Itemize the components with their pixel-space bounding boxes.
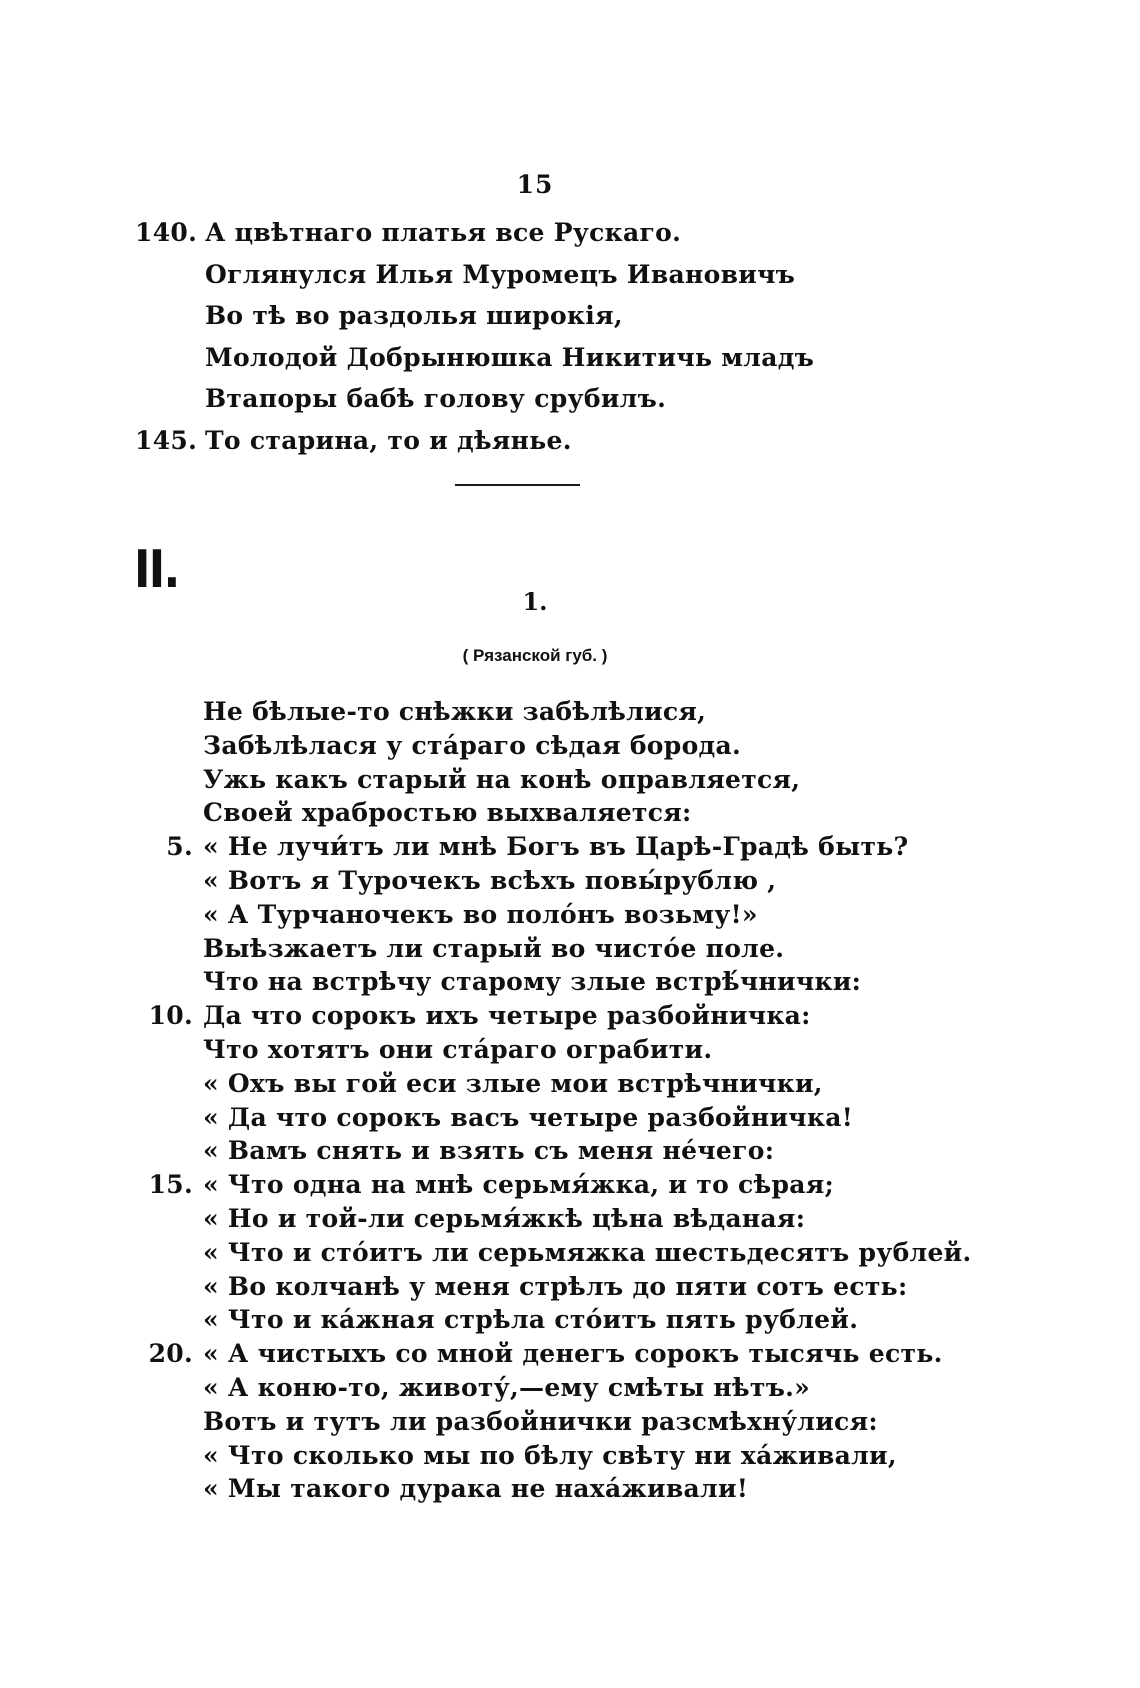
line-text: « А чистыхъ со мной денегъ сорокъ тысячь есть. (203, 1339, 943, 1369)
line-text: Не бѣлые-то снѣжки забѣлѣлися, (203, 697, 707, 726)
line-text: Втапоры бабѣ голову срубилъ. (205, 384, 667, 413)
page-number: 15 (516, 170, 554, 199)
line-text: « Что одна на мнѣ серьмя́жка, и то сѣрая; (203, 1170, 835, 1200)
line-text: « Да что сорокъ васъ четыре разбойничка! (203, 1102, 854, 1132)
line-text: Забѣлѣлася у стáраго сѣдая борода. (203, 730, 742, 760)
line-text: Что на встрѣчу старому злые встрѣ́чнички: (203, 967, 862, 997)
section-numeral: II. (134, 540, 179, 600)
poem-number: 1. (522, 587, 548, 616)
line-number: 10. (148, 1001, 193, 1031)
line-text: То старина, то и дѣянье. (205, 425, 572, 455)
line-text: « А коню-то, животу́,—ему смѣты нѣтъ.» (203, 1373, 811, 1402)
line-text: « Что и кáжная стрѣла стóитъ пять рублей. (203, 1305, 859, 1335)
line-text: Молодой Добрынюшка Никитичь младъ (205, 342, 815, 372)
line-text: Да что сорокъ ихъ четыре разбойничка: (203, 1001, 811, 1031)
line-number: 145. (135, 425, 198, 455)
line-text: А цвѣтнаго платья все Рускаго. (205, 218, 682, 247)
line-text: « Что и стóитъ ли серьмяжка шестьдесятъ рублей. (203, 1237, 972, 1267)
line-text: Оглянулся Илья Муромецъ Ивановичъ (205, 259, 796, 289)
section-divider (455, 484, 580, 486)
line-number: 140. (135, 218, 198, 247)
line-text: Ужь какъ старый на конѣ оправляется, (203, 764, 801, 794)
line-text: « Но и той-ли серьмя́жкѣ цѣна вѣданая: (203, 1204, 806, 1233)
line-text: « Вотъ я Турочекъ всѣхъ повы́рублю , (203, 866, 777, 895)
line-text: Выѣзжаетъ ли старый во чистóе поле. (203, 933, 785, 963)
line-text: « Мы такого дурака не нахáживали! (203, 1474, 749, 1504)
line-number: 5. (166, 832, 193, 862)
line-text: « Вамъ снять и взять съ меня нéчего: (203, 1136, 775, 1166)
line-text: « Охъ вы гой еси злые мои встрѣчнички, (203, 1068, 823, 1098)
line-text: Своей храбростью выхваляется: (203, 798, 692, 828)
line-text: Вотъ и тутъ ли разбойнички разсмѣхну́лися: (203, 1406, 878, 1436)
line-text: Что хотятъ они стáраго ограбити. (203, 1035, 713, 1064)
line-text: Во тѣ во раздолья широкія, (205, 301, 623, 330)
line-text: « Во колчанѣ у меня стрѣлъ до пяти сотъ есть: (203, 1271, 908, 1301)
provenance-note: ( Рязанской губ. ) (462, 646, 608, 665)
line-text: « Не лучи́тъ ли мнѣ Богъ въ Царѣ-Градѣ быть? (203, 832, 909, 862)
line-text: « А Турчаночекъ во полóнъ возьму!» (203, 899, 758, 929)
line-text: « Что сколько мы по бѣлу свѣту ни хáживали, (203, 1440, 897, 1470)
line-number: 15. (148, 1170, 193, 1200)
line-number: 20. (148, 1339, 193, 1369)
